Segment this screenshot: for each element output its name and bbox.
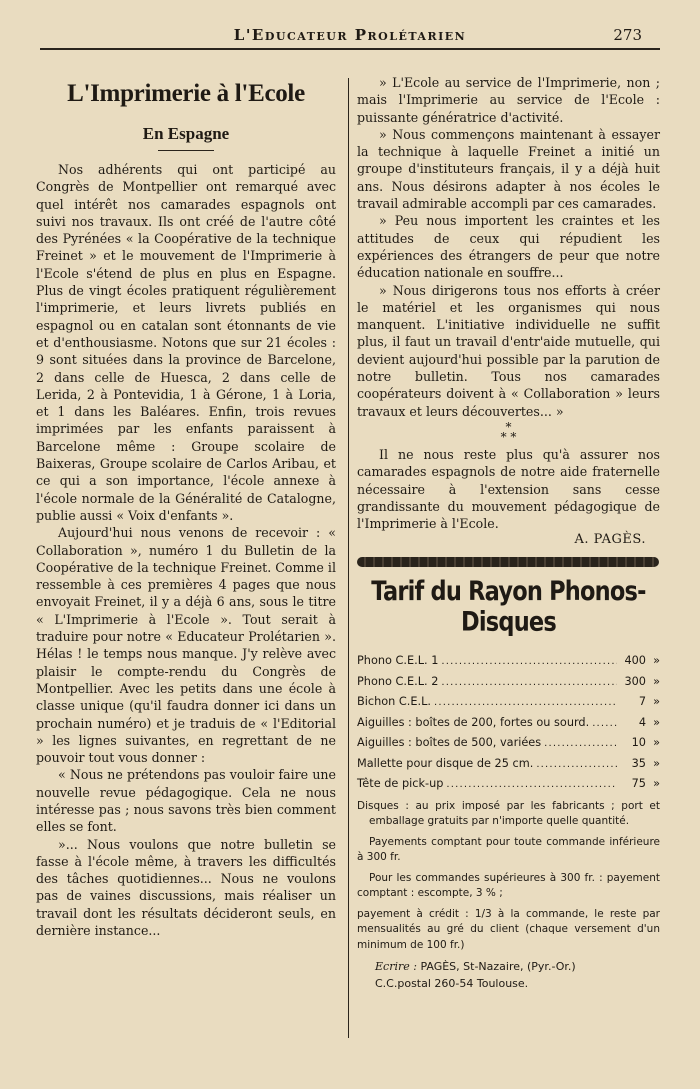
postal-account: C.C.postal 260-54 Toulouse.: [375, 977, 529, 991]
price-row: [357, 672, 660, 693]
contact-name: PAGÈS, St-Nazaire, (Pyr.-Or.): [420, 960, 576, 974]
column-divider: [348, 78, 349, 1038]
price-value: 400: [624, 654, 646, 668]
price-item-label: Aiguilles : boîtes de 200, fortes ou sourd.: [357, 715, 590, 729]
article-title: L'Imprimerie à l'Ecole: [67, 80, 305, 107]
paragraph: » L'Ecole au service de l'Imprimerie, non ; mais l'Imprimerie au service de l'Ecole : puissante génératrice d'activité.: [357, 75, 660, 125]
dot-leader: [441, 651, 617, 672]
dot-leader: [592, 713, 617, 734]
price-item-label: Mallette pour disque de 25 cm.: [357, 756, 534, 770]
author-signature: A. PAGÈS.: [574, 532, 646, 548]
currency-mark: »: [653, 736, 660, 750]
paragraph: »... Nous voulons que notre bulletin se fasse à l'école même, à travers les difficultés des tâches quotidiennes... Nous ne voulons pas de vaines discussions, mais réaliser un travail dont les résultats décideront seuls, en dernière instance...: [36, 836, 336, 939]
price-row: [357, 733, 660, 754]
paragraph: » Nous commençons maintenant à essayer la technique à laquelle Freinet a initié un groupe d'instituteurs français, il y a déjà huit ans. Nous désirons adapter à nos écoles le travail admirable accompli par ces camarades.: [357, 126, 660, 212]
tarif-note: payement à crédit : 1/3 à la commande, le reste par mensualités au gré du client (chaque versement d'un minimum de 100 fr.): [357, 907, 660, 951]
price-row: [357, 713, 660, 734]
paragraph: Aujourd'hui nous venons de recevoir : « Collaboration », numéro 1 du Bulletin de la Coopérative de la technique Freinet. Comme il ressemble à ces premières 4 pages que nous envoyait Freinet, il y a déjà 6 ans, sous le titre « L'Imprimerie à l'Ecole ». Tout serait à traduire pour notre « Educateur Prolétarien ». Hélas ! le temps nous manque. J'y relève avec plaisir le compte-rendu du Congrès de Montpellier. Avec les petits dans une école à classe unique (qu'il faudra donner ici dans un prochain numéro) et je traduis de « l'Editorial » les lignes suivantes, en regrettant de ne pouvoir tout vous donner :: [36, 525, 336, 766]
star-top: *: [505, 419, 512, 434]
page-number: 273: [613, 26, 642, 44]
article-subtitle: En Espagne: [142, 124, 230, 143]
subtitle-rule: [158, 150, 214, 151]
journal-title: L'Educateur Prolétarien: [233, 26, 467, 44]
price-item-label: Aiguilles : boîtes de 500, variées: [357, 736, 542, 750]
paragraph: Nos adhérents qui ont participé au Congrès de Montpellier ont remarqué avec quel intérêt nos camarades espagnols ont suivi nos travaux. Ils ont créé de l'autre côté des Pyrénées « la Coopérative de la technique Freinet » et le mouvement de l'Imprimerie à l'Ecole s'étend de plus en plus en Espagne. Plus de vingt écoles pratiquent régulièrement l'imprimerie, et leurs livrets publiés en espagnol ou en catalan sont étonnants de vie et d'enthousiasme. Notons que sur 21 écoles : 9 sont situées dans la province de Barcelone, 2 dans celle de Huesca, 2 dans celle de Lerida, 2 à Pontevidia, 1 à Gérone, 1 à Loria, et 1 dans les Baléares. Enfin, trois revues imprimées par les enfants paraissent à Barcelone même : Groupe scolaire de Baixeras, Groupe scolaire de Carlos Aribau, et ce qui a son importance, l'école annexe à l'école normale de la Généralité de Catalogne, publie aussi « Voix d'enfants ».: [36, 162, 336, 523]
price-value: 300: [624, 674, 646, 688]
star-bottom: * *: [500, 429, 517, 444]
price-list: [357, 651, 660, 795]
dot-leader: [441, 672, 617, 693]
price-row: [357, 651, 660, 672]
left-column: [36, 80, 336, 939]
currency-mark: »: [653, 777, 660, 791]
price-value: 10: [631, 736, 646, 750]
currency-mark: »: [653, 695, 660, 709]
dot-leader: [446, 774, 617, 795]
section-stars: [357, 419, 660, 444]
contact-block: [357, 958, 660, 992]
contact-line: [375, 958, 660, 975]
dot-leader: [536, 754, 617, 775]
dot-leader: [544, 733, 617, 754]
price-item-label: Bichon C.E.L.: [357, 695, 432, 709]
tarif-title: Tarif du Rayon Phonos-Disques: [371, 576, 646, 639]
right-column: [357, 74, 660, 992]
price-value: 4: [638, 715, 646, 729]
price-row: [357, 754, 660, 775]
paragraph: » Peu nous importent les craintes et les attitudes de ceux qui répudient les expériences des étrangers de peur que notre éducation nationale en souffre...: [357, 213, 660, 281]
currency-mark: »: [653, 674, 660, 688]
tarif-note: Disques : au prix imposé par les fabricants ; port et emballage gratuits par n'importe quelle quantité.: [357, 799, 660, 828]
price-item-label: Phono C.E.L. 1: [357, 654, 439, 668]
price-row: [357, 692, 660, 713]
price-item-label: Phono C.E.L. 2: [357, 674, 439, 688]
currency-mark: »: [653, 715, 660, 729]
paragraph: « Nous ne prétendons pas vouloir faire une nouvelle revue pédagogique. Cela ne nous intéresse pas ; nous savons très bien comment elles se font.: [36, 767, 336, 835]
closing-paragraph: Il ne nous reste plus qu'à assurer nos camarades espagnols de notre aide fraternelle nécessaire à l'extension sans cesse grandissante du mouvement pédagogique de l'Imprimerie à l'Ecole.: [357, 446, 660, 532]
price-row: [357, 774, 660, 795]
tarif-note: Payements comptant pour toute commande inférieure à 300 fr.: [357, 835, 660, 864]
tarif-note: Pour les commandes supérieures à 300 fr. : payement comptant : escompte, 3 % ;: [357, 871, 660, 900]
price-item-label: Tête de pick-up: [357, 777, 444, 791]
currency-mark: »: [653, 756, 660, 770]
dot-leader: [434, 692, 617, 713]
currency-mark: »: [653, 654, 660, 668]
price-value: 35: [631, 756, 646, 770]
contact-label: Ecrire :: [375, 960, 417, 974]
price-value: 75: [631, 777, 646, 791]
paragraph: » Nous dirigerons tous nos efforts à créer le matériel et les organismes qui nous manquent. L'initiative individuelle ne suffit plus, il faut un travail d'entr'aide mutuelle, qui devient aujourd'hui possible par la parution de notre bulletin. Tous nos camarades coopérateurs doivent à « Collaboration » leurs travaux et leurs découvertes... »: [357, 282, 660, 419]
running-header: [40, 24, 660, 50]
decorative-wave-rule: [357, 557, 659, 567]
price-value: 7: [638, 695, 646, 709]
